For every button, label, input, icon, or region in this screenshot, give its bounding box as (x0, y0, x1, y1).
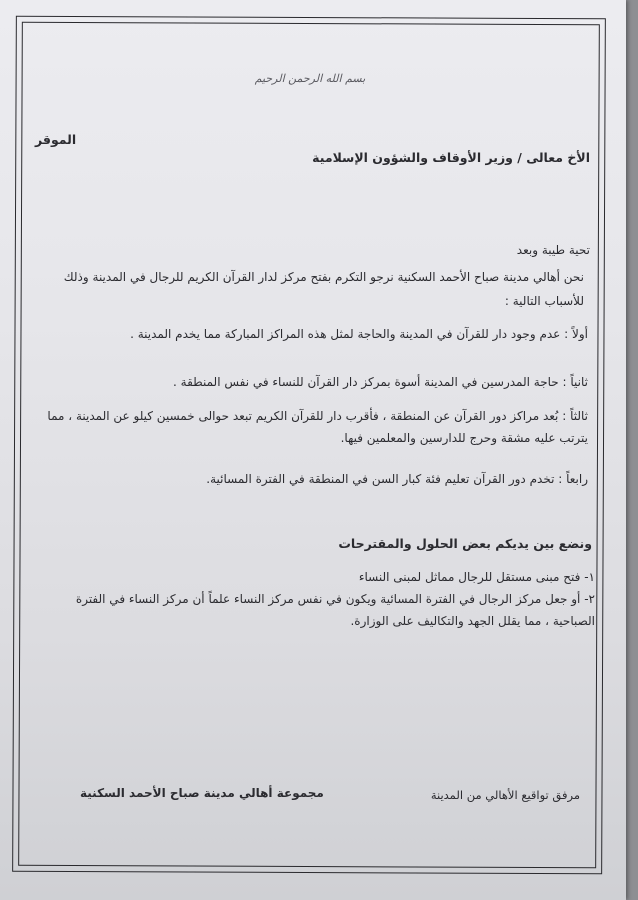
intro-paragraph: نحن أهالي مدينة صباح الأحمد السكنية نرجو التكرم بفتح مركز لدار القرآن الكريم للرجال في المدينة وذلك للأسباب التالية : (63, 270, 584, 308)
addressee-line: الأخ معالى / وزير الأوقاف والشؤون الإسلامية (312, 150, 590, 165)
reason-point-2: ثانياً : حاجة المدرسين في المدينة أسوة بمركز دار القرآن للنساء في نفس المنطقة . (173, 375, 588, 389)
signature-block: مجموعة أهالي مدينة صباح الأحمد السكنية (80, 786, 324, 800)
attachment-note: مرفق تواقيع الأهالي من المدينة (430, 788, 580, 802)
solutions-heading: ونضع بين يديكم بعض الحلول والمقترحات (338, 536, 592, 551)
solutions-list (35, 566, 595, 632)
solution-item-2: ٢- أو جعل مركز الرجال في الفترة المسائية ويكون في نفس مركز النساء علماً أن مركز النساء في الفترة الصباحية ، مما يقلل الجهد والتكاليف على الوزارة. (75, 592, 595, 628)
letter-body (35, 60, 595, 850)
reason-point-3: ثالثاً : بُعد مراكز دور القرآن عن المنطقة ، فأقرب دار للقرآن الكريم تبعد حوالى خمسين كيلو عن المدينة ، مما يترتب عليه مشقة وحرج للدارسين والمعلمين فيها. (47, 409, 588, 445)
honorific-label: الموقر (35, 132, 77, 147)
solution-item-1: ١- فتح مبنى مستقل للرجال مماثل لمبنى النساء (358, 570, 595, 584)
basmala-heading: بسم الله الرحمن الرحيم (254, 72, 366, 85)
reason-point-4: رابعاً : تخدم دور القرآن تعليم فئة كبار السن في المنطقة في الفترة المسائية. (206, 472, 588, 486)
reason-point-1: أولاً : عدم وجود دار للقرآن في المدينة والحاجة لمثل هذه المراكز المباركة مما يخدم المدينة . (130, 327, 588, 341)
greeting-line: تحية طيبة وبعد (516, 243, 590, 257)
